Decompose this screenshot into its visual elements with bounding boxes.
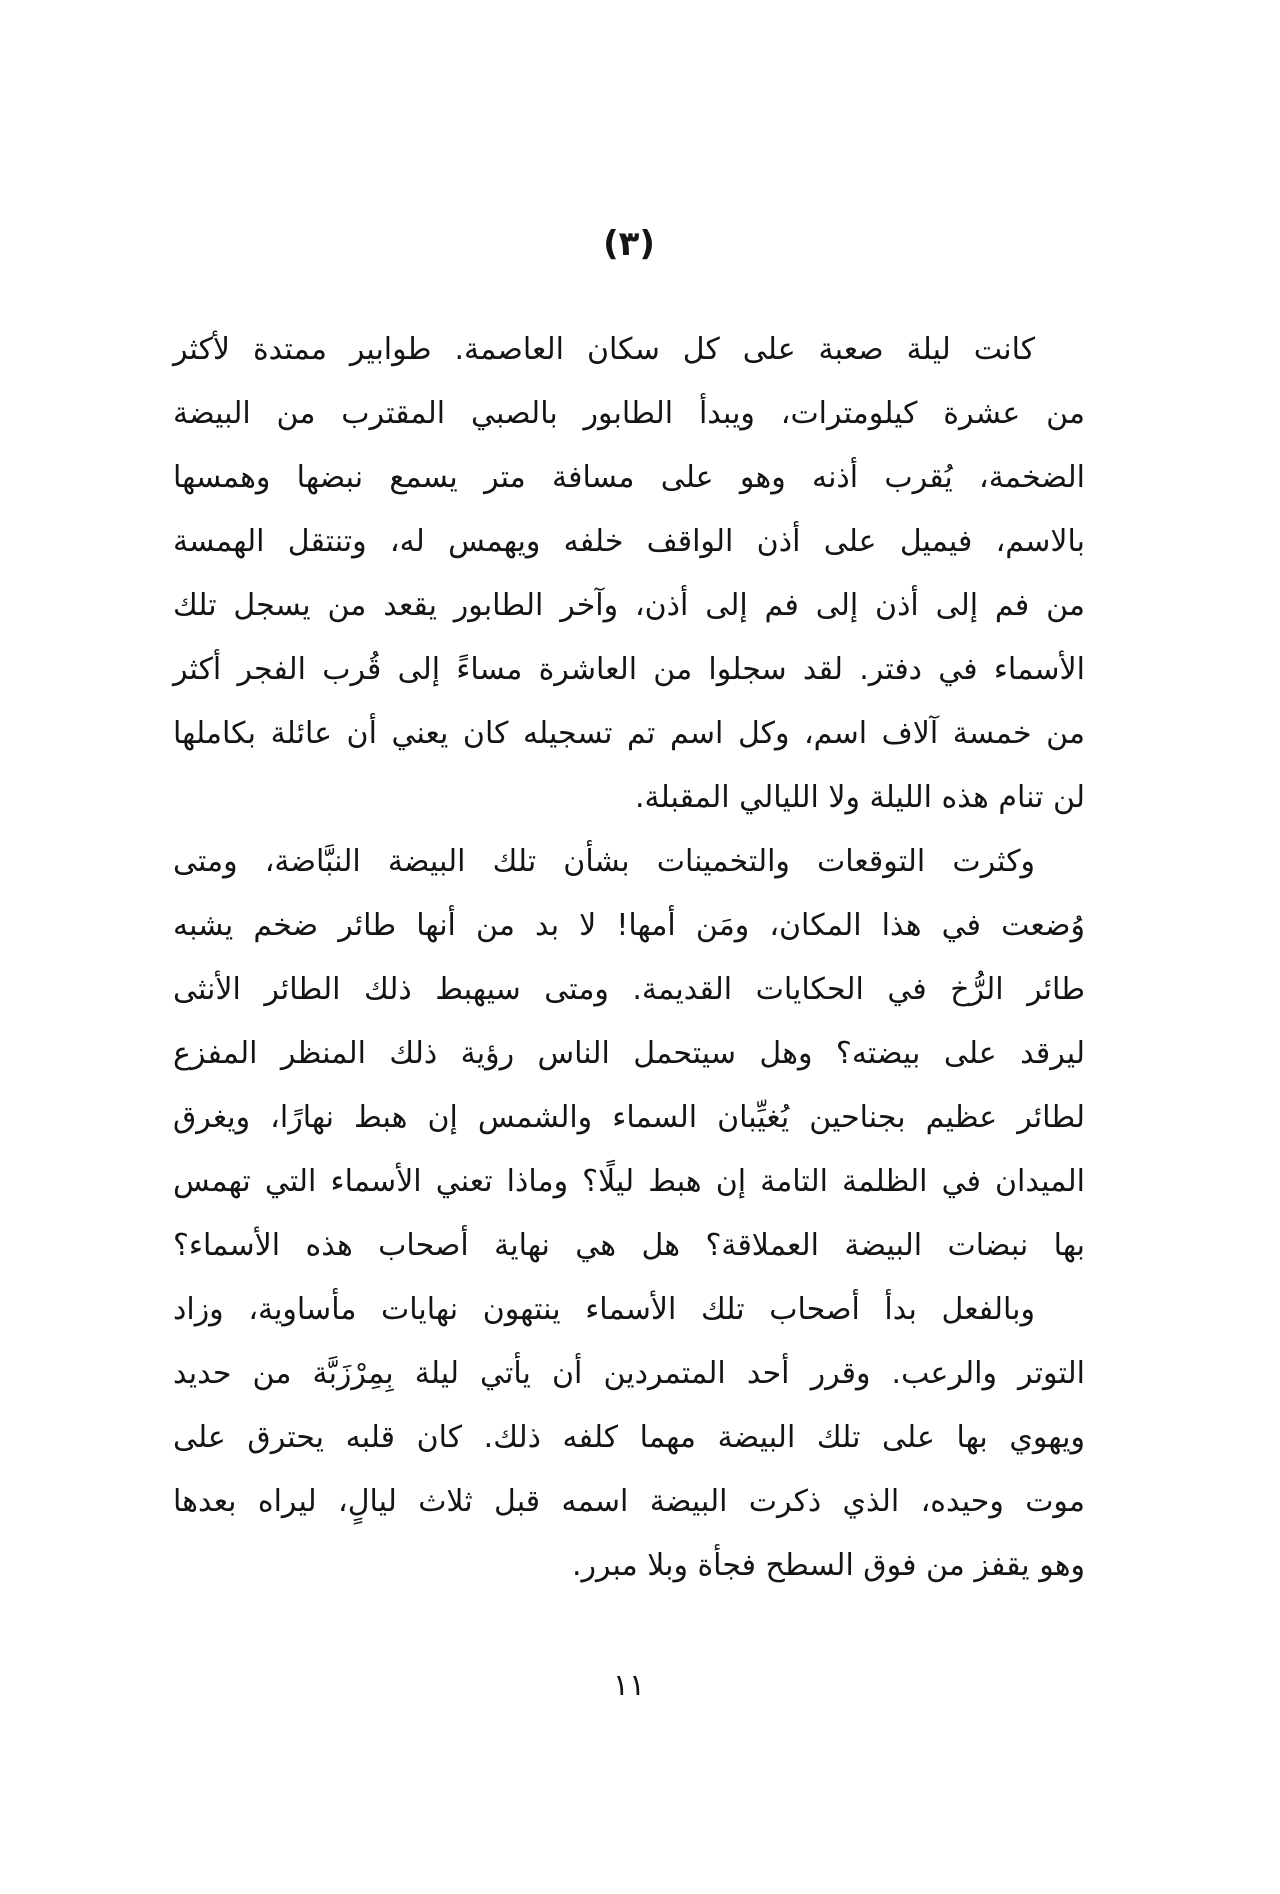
body-text	[173, 318, 1085, 1598]
text-line: موت وحيده، الذي ذكرت البيضة اسمه قبل ثلاث ليالٍ، ليراه بعدها	[173, 1484, 1085, 1519]
text-line: من فم إلى أذن إلى فم إلى أذن، وآخر الطابور يقعد من يسجل تلك	[173, 588, 1085, 623]
text-line: طائر الرُّخ في الحكايات القديمة. ومتى سيهبط ذلك الطائر الأنثى	[173, 972, 1085, 1007]
text-line: وبالفعل بدأ أصحاب تلك الأسماء ينتهون نهايات مأساوية، وزاد	[173, 1292, 1035, 1327]
text-line: ويهوي بها على تلك البيضة مهما كلفه ذلك. كان قلبه يحترق على	[173, 1420, 1085, 1455]
text-line: من عشرة كيلومترات، ويبدأ الطابور بالصبي المقترب من البيضة	[173, 396, 1085, 431]
text-line: وكثرت التوقعات والتخمينات بشأن تلك البيضة النبَّاضة، ومتى	[173, 844, 1035, 879]
text-line: بها نبضات البيضة العملاقة؟ هل هي نهاية أصحاب هذه الأسماء؟	[173, 1228, 1085, 1263]
text-line: كانت ليلة صعبة على كل سكان العاصمة. طوابير ممتدة لأكثر	[173, 332, 1035, 367]
text-line: الضخمة، يُقرب أذنه وهو على مسافة متر يسمع نبضها وهمسها	[173, 460, 1085, 495]
chapter-number: (٣)	[603, 224, 655, 264]
text-line: لطائر عظيم بجناحين يُغيِّبان السماء والشمس إن هبط نهارًا، ويغرق	[173, 1100, 1085, 1135]
text-line: وُضعت في هذا المكان، ومَن أمها! لا بد من أنها طائر ضخم يشبه	[173, 908, 1085, 943]
page-number: ١١	[612, 1668, 646, 1703]
text-line: لن تنام هذه الليلة ولا الليالي المقبلة.	[634, 780, 1085, 815]
text-line: من خمسة آلاف اسم، وكل اسم تم تسجيله كان يعني أن عائلة بكاملها	[173, 716, 1085, 751]
text-line: الميدان في الظلمة التامة إن هبط ليلًا؟ وماذا تعني الأسماء التي تهمس	[173, 1164, 1085, 1199]
text-line: وهو يقفز من فوق السطح فجأة وبلا مبرر.	[571, 1548, 1085, 1583]
text-line: الأسماء في دفتر. لقد سجلوا من العاشرة مساءً إلى قُرب الفجر أكثر	[173, 652, 1085, 687]
text-line: بالاسم، فيميل على أذن الواقف خلفه ويهمس له، وتنتقل الهمسة	[173, 524, 1085, 559]
text-line: ليرقد على بيضته؟ وهل سيتحمل الناس رؤية ذلك المنظر المفزع	[173, 1036, 1085, 1071]
text-line: التوتر والرعب. وقرر أحد المتمردين أن يأتي ليلة بِمِرْزَبَّة من حديد	[173, 1356, 1085, 1391]
